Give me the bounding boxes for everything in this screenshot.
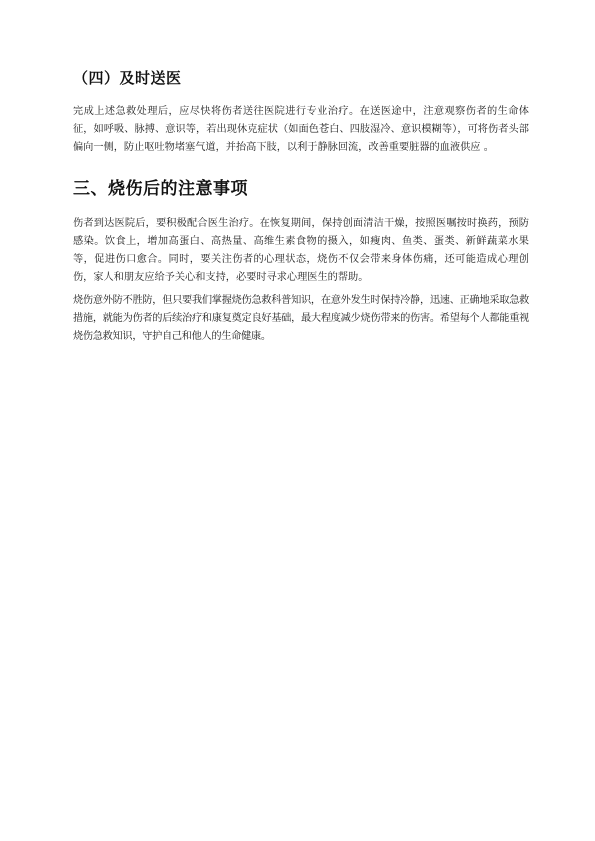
paragraph-conclusion: 烧伤意外防不胜防，但只要我们掌握烧伤急救科普知识，在意外发生时保持冷静，迅速、正确地采取急救措施，就能为伤者的后续治疗和康复奠定良好基础，最大程度减少烧伤带来的伤害。希望每个人都能重视烧伤急救知识，守护自己和他人的生命健康。	[73, 295, 529, 342]
paragraph-timely-hospital: 完成上述急救处理后，应尽快将伤者送往医院进行专业治疗。在送医途中，注意观察伤者的生命体征，如呼吸、脉搏、意识等，若出现休克症状（如面色苍白、四肢湿冷、意识模糊等），可将伤者头部偏向一侧，防止呕吐物堵塞气道，并抬高下肢，以利于静脉回流，改善重要脏器的血液供应 。	[73, 106, 529, 153]
paragraph-recovery: 伤者到达医院后，要积极配合医生治疗。在恢复期间，保持创面清洁干燥，按照医嘱按时换药，预防感染。饮食上，增加高蛋白、高热量、高维生素食物的摄入，如瘦肉、鱼类、蛋类、新鲜蔬菜水果等，促进伤口愈合。同时，要关注伤者的心理状态，烧伤不仅会带来身体伤痛，还可能造成心理创伤，家人和朋友应给予关心和支持，必要时寻求心理医生的帮助。	[73, 218, 529, 283]
section-heading-post-burn-notes: 三、烧伤后的注意事项	[73, 179, 248, 199]
document-page	[73, 68, 529, 351]
section-heading-timely-hospital: （四）及时送医	[73, 69, 182, 87]
